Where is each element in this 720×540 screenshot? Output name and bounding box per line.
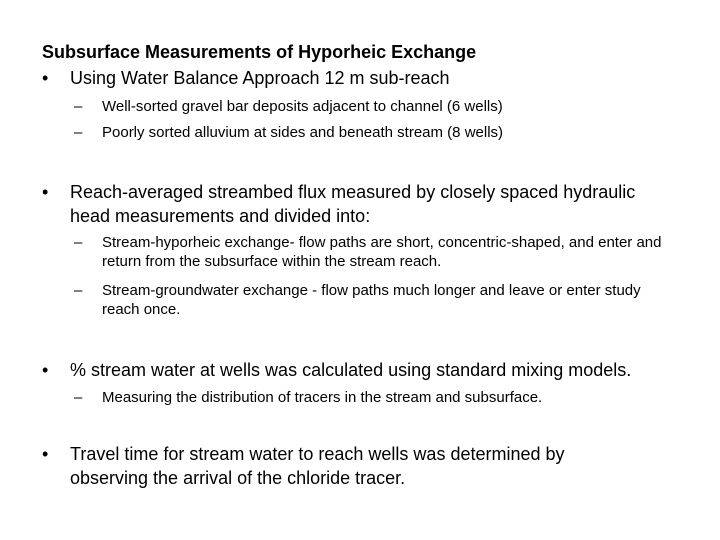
sub-bullet-text: Stream-groundwater exchange - flow paths much longer and leave or enter study reach once.: [102, 282, 641, 318]
bullet-icon: •: [42, 68, 49, 88]
bullet-item-2: [42, 180, 662, 228]
bullet-text: Travel time for stream water to reach wells was determined by observing the arrival of the chloride tracer.: [70, 444, 565, 488]
bullet-item-1: [42, 66, 702, 90]
sub-bullet-item-1-2: [74, 123, 674, 142]
dash-icon: –: [74, 234, 83, 251]
bullet-item-4: [42, 442, 642, 490]
sub-bullet-text: Well-sorted gravel bar deposits adjacent to channel (6 wells): [102, 98, 503, 115]
sub-bullet-item-3-1: [74, 388, 674, 407]
bullet-icon: •: [42, 444, 49, 464]
slide-title: Subsurface Measurements of Hyporheic Exchange: [42, 42, 477, 62]
sub-bullet-text: Stream-hyporheic exchange- flow paths are short, concentric-shaped, and enter and return from the subsurface within the stream reach.: [102, 234, 662, 270]
sub-bullet-item-2-2: [74, 281, 674, 319]
bullet-text: Using Water Balance Approach 12 m sub-reach: [70, 68, 450, 88]
dash-icon: –: [74, 389, 83, 406]
dash-icon: –: [74, 98, 83, 115]
sub-bullet-item-1-1: [74, 97, 674, 116]
bullet-icon: •: [42, 182, 49, 202]
sub-bullet-text: Poorly sorted alluvium at sides and beneath stream (8 wells): [102, 124, 504, 141]
bullet-icon: •: [42, 360, 49, 380]
bullet-text: Reach-averaged streambed flux measured by closely spaced hydraulic head measurements and divided into:: [70, 182, 636, 226]
bullet-text: % stream water at wells was calculated using standard mixing models.: [70, 360, 632, 380]
dash-icon: –: [74, 282, 83, 299]
bullet-item-3: [42, 358, 702, 382]
sub-bullet-item-2-1: [74, 233, 674, 271]
dash-icon: –: [74, 124, 83, 141]
sub-bullet-text: Measuring the distribution of tracers in the stream and subsurface.: [102, 389, 543, 406]
